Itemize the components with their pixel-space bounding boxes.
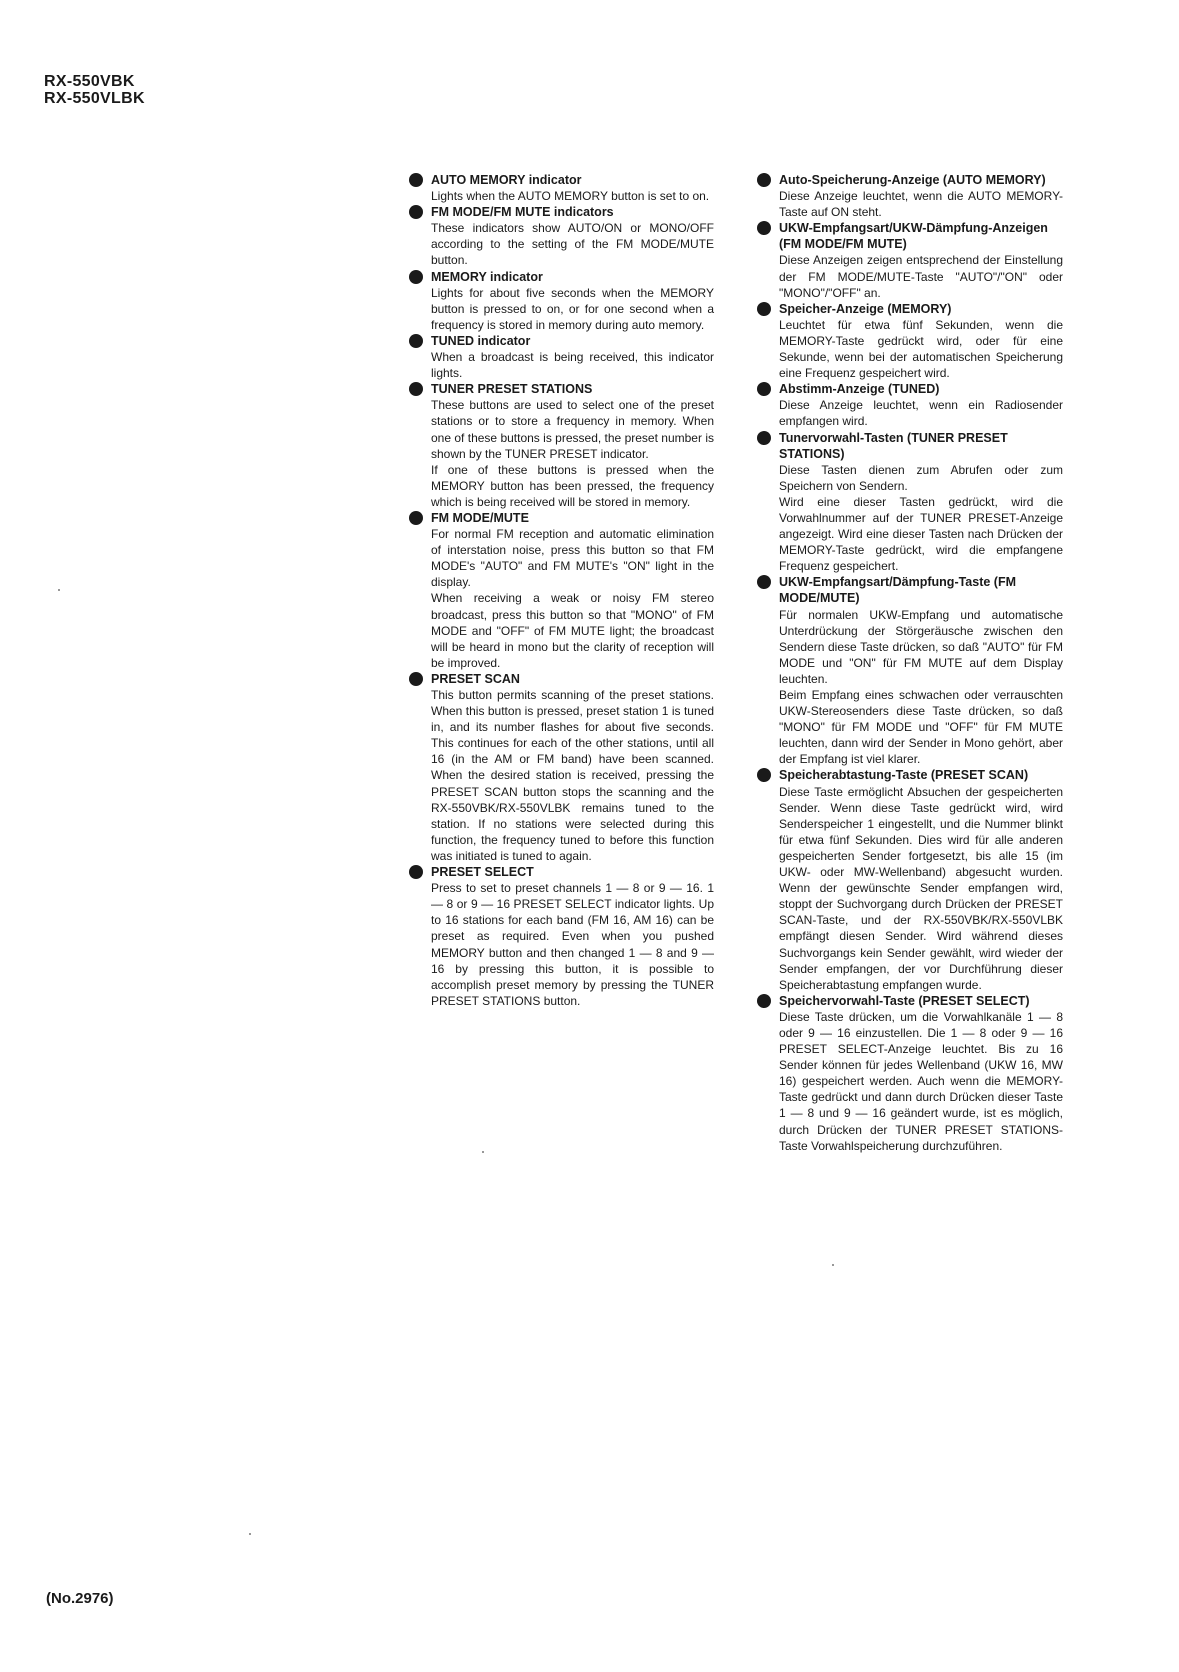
entry-title-text: FM MODE/MUTE [431, 510, 529, 525]
entry-title [409, 510, 714, 526]
entry-title-text: PRESET SELECT [431, 865, 534, 880]
entry-description [757, 1009, 1063, 1154]
entry-description [757, 607, 1063, 768]
entry-title [409, 269, 714, 285]
entry-paragraph: When receiving a weak or noisy FM stereo broadcast, press this button so that "MONO" of FM MODE and "OFF" of FM MUTE light; the broadcast will be heard in mono but the clarity of reception will be improved. [431, 591, 714, 670]
entry-title-text: AUTO MEMORY indicator [431, 173, 582, 187]
entry-description [757, 252, 1063, 300]
manual-entry [409, 172, 714, 204]
manual-entry [409, 204, 714, 268]
entry-description [409, 349, 714, 381]
entry-title [757, 301, 1063, 317]
entry-description [409, 687, 714, 864]
entry-paragraph: Diese Anzeige leuchtet, wenn die AUTO MEMORY-Taste auf ON steht. [779, 189, 1063, 220]
number-bullet-icon [409, 865, 423, 879]
entry-paragraph: Diese Taste ermöglicht Absuchen der gespeicherten Sender. Wenn diese Taste gedrückt wird, wird Senderspeicher 1 eingestellt, und die Nummer blinkt für etwa fünf Sekunden. Dies wird für alle anderen gespeicherten Sender fortgesetzt, bis alle 15 (im UKW- oder MW-Wellenband) abgesucht wurden. Wenn der gewünschte Sender empfangen wird, stoppt der Suchvorgang durch Drücken der PRESET SCAN-Taste, und der RX-550VBK/RX-550VLBK empfängt diesen Sender. Wird während dieses Suchvorgangs kein Sender gewählt, wird wieder der Sender empfangen, der vor Durchführung dieser Speicherabtastung empfangen wurde. [779, 784, 1063, 992]
manual-entry [757, 767, 1063, 992]
entry-title [409, 671, 714, 687]
entry-title-text: Speichervorwahl-Taste (PRESET SELECT) [779, 993, 1030, 1008]
scan-speck [58, 589, 60, 591]
entry-title-text: UKW-Empfangsart/Dämpfung-Taste (FM MODE/MUTE) [779, 575, 1017, 606]
entry-title [409, 172, 714, 188]
entry-description [409, 397, 714, 510]
scan-speck [249, 1533, 251, 1535]
entry-description [757, 462, 1063, 575]
model-name-1: RX-550VBK [44, 73, 135, 90]
entry-title-text: TUNED indicator [431, 333, 531, 348]
entry-paragraph: Lights for about five seconds when the MEMORY button is pressed to on, or for one second when a frequency is stored in memory during auto memory. [431, 285, 714, 332]
manual-entry [757, 993, 1063, 1154]
entry-title-text: Speicherabtastung-Taste (PRESET SCAN) [779, 768, 1029, 783]
entry-title [757, 767, 1063, 783]
entry-paragraph: For normal FM reception and automatic elimination of interstation noise, press this button so that FM MODE's "AUTO" and FM MUTE's "ON" light in the display. [431, 527, 714, 590]
entry-title [757, 381, 1063, 397]
entry-title [757, 574, 1063, 606]
entry-paragraph: This button permits scanning of the preset stations. When this button is pressed, preset station 1 is tuned in, and its number flashes for about five seconds. This continues for each of the other stations, until all 16 (in the AM or FM band) have been scanned. When the desired station is received, pressing the PRESET SCAN button stops the scanning and the RX-550VBK/RX-550VLBK remains tuned to the station. If no stations were selected during this function, the frequency tuned to before this function was initiated is tuned to again. [431, 688, 714, 863]
entry-title-text: Speicher-Anzeige (MEMORY) [779, 301, 952, 316]
number-bullet-icon [757, 768, 771, 782]
manual-entry [757, 220, 1063, 300]
entry-title-text: Tunervorwahl-Tasten (TUNER PRESET STATIONS) [779, 430, 1008, 461]
number-bullet-icon [757, 431, 771, 445]
number-bullet-icon [409, 511, 423, 525]
entry-description [757, 397, 1063, 429]
entry-paragraph: Leuchtet für etwa fünf Sekunden, wenn die MEMORY-Taste gedrückt wird, oder für eine Sekunde, wenn bei der automatischen Speicherung eine Frequenz gespeichert wird. [779, 317, 1063, 381]
entry-title [409, 381, 714, 397]
entry-title-text: UKW-Empfangsart/UKW-Dämpfung-Anzeigen (FM MODE/FM MUTE) [779, 221, 1048, 252]
scan-speck [482, 1151, 484, 1153]
number-bullet-icon [409, 382, 423, 396]
manual-entry [409, 381, 714, 510]
entry-title [409, 864, 714, 880]
entry-title [757, 993, 1063, 1009]
entry-title-text: MEMORY indicator [431, 269, 543, 284]
number-bullet-icon [409, 672, 423, 686]
number-bullet-icon [409, 205, 423, 219]
entry-paragraph: Diese Tasten dienen zum Abrufen oder zum Speichern von Sendern. [779, 462, 1063, 493]
entry-paragraph: Für normalen UKW-Empfang und automatische Unterdrückung der Störgeräusche zwischen den Sendern diese Taste drücken, so daß "AUTO" für FM MODE und "ON" für FM MUTE auf dem Display leuchten. [779, 607, 1063, 686]
number-bullet-icon [409, 334, 423, 348]
entry-paragraph: Diese Anzeige leuchtet, wenn ein Radiosender empfangen wird. [779, 398, 1063, 429]
entry-title [409, 333, 714, 349]
number-bullet-icon [757, 575, 771, 589]
entry-title [757, 430, 1063, 462]
number-bullet-icon [409, 173, 423, 187]
manual-entry [409, 333, 714, 381]
entry-title-text: Auto-Speicherung-Anzeige (AUTO MEMORY) [779, 173, 1046, 187]
entry-paragraph: Diese Taste drücken, um die Vorwahlkanäle 1 — 8 oder 9 — 16 einzustellen. Die 1 — 8 oder 9 — 16 PRESET SELECT-Anzeige leuchtet. Bis zu 16 Sender können für jedes Wellenband (UKW 16, MW 16) gespeichert werden. Auch wenn die MEMORY-Taste gedrückt und dann durch Drücken dieser Taste 1 — 8 und 9 — 16 geändert wurde, ist es möglich, durch Drücken der TUNER PRESET STATIONS-Taste Vorwahlspeicherung durchzuführen. [779, 1009, 1063, 1153]
entry-description [409, 526, 714, 671]
entry-title [757, 220, 1063, 252]
entry-description [409, 220, 714, 268]
scan-speck [832, 1264, 834, 1266]
manual-entry [409, 671, 714, 864]
entry-title-text: Abstimm-Anzeige (TUNED) [779, 382, 940, 397]
entry-description [409, 188, 714, 204]
number-bullet-icon [757, 221, 771, 235]
entry-description [409, 285, 714, 333]
entry-title [757, 172, 1063, 188]
entry-paragraph: Lights when the AUTO MEMORY button is set to on. [431, 189, 710, 204]
entry-paragraph: Diese Anzeigen zeigen entsprechend der Einstellung der FM MODE/MUTE-Taste "AUTO"/"ON" oder "MONO"/"OFF" an. [779, 253, 1063, 300]
manual-entry [757, 172, 1063, 220]
entry-paragraph: When a broadcast is being received, this indicator lights. [431, 350, 714, 381]
manual-entry [757, 574, 1063, 767]
number-bullet-icon [757, 302, 771, 316]
number-bullet-icon [409, 270, 423, 284]
manual-entry [757, 301, 1063, 381]
entry-description [409, 880, 714, 1009]
entry-paragraph: Beim Empfang eines schwachen oder verrauschten UKW-Stereosenders diese Taste drücken, so daß "MONO" für FM MODE und "OFF" für FM MUTE leuchten, dann wird der Sender in Mono gehört, aber der Empfang ist viel klarer. [779, 688, 1063, 767]
model-header [44, 73, 145, 107]
german-column [757, 172, 1063, 1154]
entry-description [757, 784, 1063, 993]
manual-entry [757, 430, 1063, 575]
entry-paragraph: These indicators show AUTO/ON or MONO/OFF according to the setting of the FM MODE/MUTE button. [431, 221, 714, 268]
number-bullet-icon [757, 994, 771, 1008]
manual-entry [409, 510, 714, 671]
entry-paragraph: These buttons are used to select one of the preset stations or to store a frequency in memory. When one of these buttons is pressed, the preset number is shown by the TUNER PRESET indicator. [431, 398, 714, 461]
entry-title-text: TUNER PRESET STATIONS [431, 382, 593, 397]
entry-title [409, 204, 714, 220]
manual-entry [409, 864, 714, 1009]
manual-entry [757, 381, 1063, 429]
entry-title-text: PRESET SCAN [431, 671, 520, 686]
entry-description [757, 317, 1063, 381]
entry-paragraph: Press to set to preset channels 1 — 8 or 9 — 16. 1 — 8 or 9 — 16 PRESET SELECT indicator lights. Up to 16 stations for each band (FM 16, AM 16) can be preset as required. Even when you pushed MEMORY button and then changed 1 — 8 and 9 — 16 by pressing this button, it is possible to accomplish preset memory by pressing the TUNER PRESET STATIONS button. [431, 881, 714, 1008]
model-name-2: RX-550VLBK [44, 90, 145, 107]
entry-paragraph: Wird eine dieser Tasten gedrückt, wird die Vorwahlnummer auf der TUNER PRESET-Anzeige angezeigt. Wird eine dieser Tasten nach Drücken der MEMORY-Taste gedrückt, wird die empfangene Frequenz gespeichert. [779, 494, 1063, 574]
entry-paragraph: If one of these buttons is pressed when the MEMORY button has been pressed, the frequency which is being received will be stored in memory. [431, 462, 714, 509]
manual-entry [409, 269, 714, 333]
number-bullet-icon [757, 382, 771, 396]
page-number: (No.2976) [46, 1590, 114, 1607]
number-bullet-icon [757, 173, 771, 187]
entry-title-text: FM MODE/FM MUTE indicators [431, 205, 614, 220]
english-column [409, 172, 714, 1009]
entry-description [757, 188, 1063, 220]
